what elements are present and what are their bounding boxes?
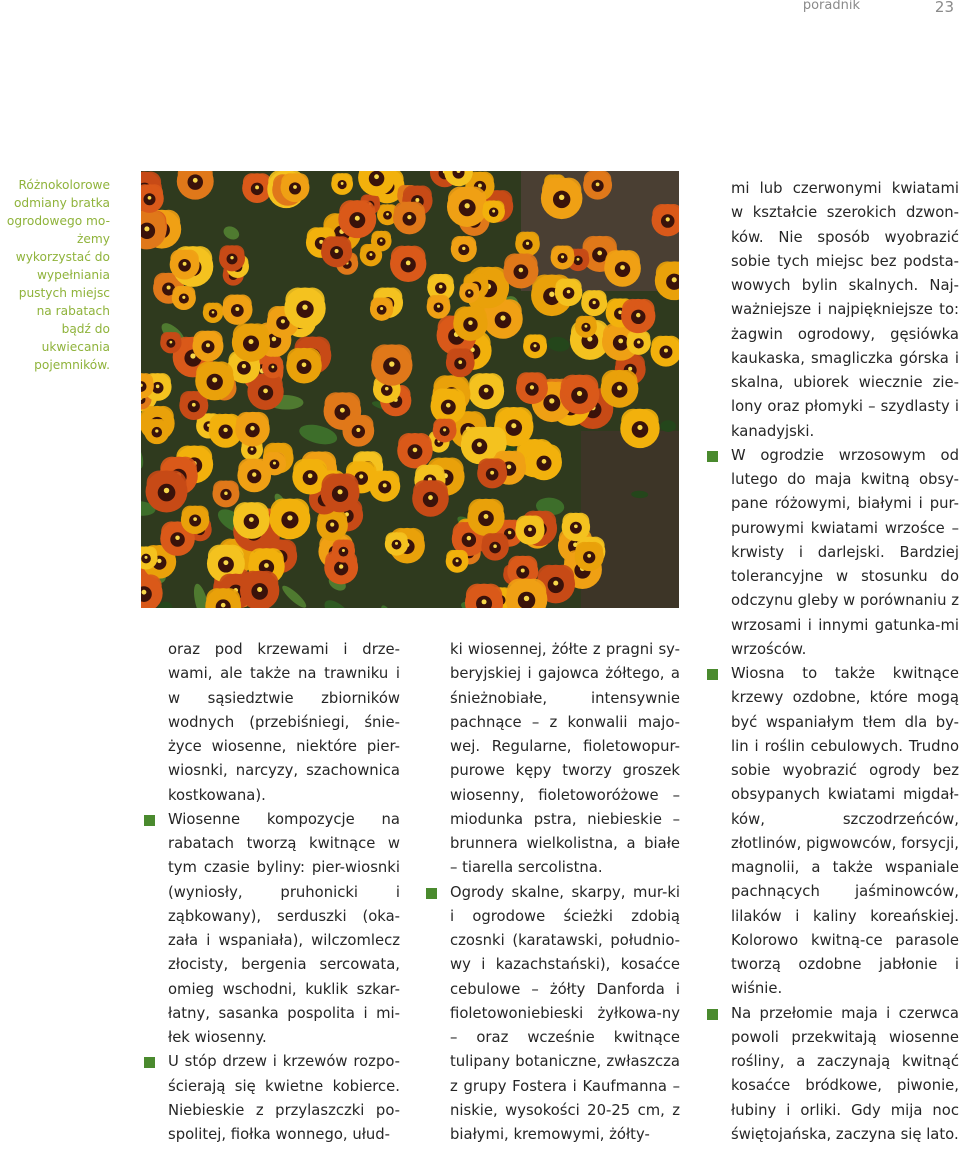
bullet-paragraph: Wiosna to także kwitnące krzewy ozdobne, które mogą być wspaniałym tłem dla by-lin i roślin cebulowych. Trudno sobie wyobrazić ogrody bez obsypanych kwiatami migdał-ków, szczodrzeńców, złotlinów, pigwowców, forsycji, magnolii, a także wspaniale pachnących jaśminowców, lilaków i kaliny koreańskiej. Kolorowo kwitną-ce parasole tworzą ozdobne jabłonie i wiśnie. xyxy=(731,662,959,1002)
text-column-1 xyxy=(168,638,400,1147)
bullet-paragraph: W ogrodzie wrzosowym od lutego do maja kwitną obsy-pane różowymi, białymi i pur-purowymi kwiatami wrzośce – krwisty i darlejski. Bardziej tolerancyjne w stosunku do odczynu gleby w porównaniu z wrzosami i innymi gatunka-mi wrzośców. xyxy=(731,444,959,662)
text-column-2 xyxy=(450,638,680,1147)
bullet-paragraph: Ogrody skalne, skarpy, mur-ki i ogrodowe ścieżki zdobią czosnki (karatawski, południo-wy i kazachstański), kosaćce cebulowe – żółty Danforda i fioletowoniebieski żyłkowa-ny – oraz wcześnie kwitnące tulipany botaniczne, zwłaszcza z grupy Fostera i Kaufmanna – niskie, wysokości 20-25 cm, z białymi, kremowymi, żółty- xyxy=(450,881,680,1148)
pansies-illustration xyxy=(141,171,679,608)
bullet-paragraph: Na przełomie maja i czerwca powoli przekwitają wiosenne rośliny, a zaczynają kwitnąć kosaćce bródkowe, piwonie, łubiny i orliki. Gdy mija noc świętojańska, zaczyna się lato. xyxy=(731,1002,959,1148)
paragraph: mi lub czerwonymi kwiatami w kształcie szerokich dzwon-ków. Nie sposób wyobrazić sobie tych miejsc bez podsta-wowych bylin skalnych. Naj-ważniejsze i najpiękniejsze to: żagwin ogrodowy, gęsiówka kaukaska, smagliczka górska i skalna, ubiorek wiecznie zie-lony oraz płomyki – szydlasty i kanadyjski. xyxy=(731,180,959,440)
text-column-3 xyxy=(731,177,959,1147)
bullet-paragraph: U stóp drzew i krzewów rozpo-ścierają się kwietne kobierce. Niebieskie z przylaszczki po-spolitej, fiołka wonnego, ułud- xyxy=(168,1050,400,1147)
photo-caption: Różnokolorowe odmiany bratka ogrodowego mo-żemy wykorzystać do wypełniania pustych miejsc na rabatach bądź do ukwiecania pojemników. xyxy=(6,178,110,372)
paragraph: oraz pod krzewami i drze-wami, ale także na trawniku i w sąsiedztwie zbiorników wodnych (przebiśniegi, śnie-życe wiosenne, niektóre pier-wiosnki, narcyzy, szachownica kostkowana). xyxy=(168,641,400,804)
bullet-paragraph: Wiosenne kompozycje na rabatach tworzą kwitnące w tym czasie byliny: pier-wiosnki (wyniosły, pruhonicki i ząbkowany), serduszki (oka-zała i wspaniała), wilczomlecz złocisty, bergenia sercowata, omieg wschodni, kuklik szkar-łatny, sasanka pospolita i mi-łek wiosenny. xyxy=(168,808,400,1051)
page-header xyxy=(660,0,960,18)
page-number: 23 xyxy=(934,0,954,16)
section-label: poradnik xyxy=(802,0,860,13)
pansies-photo xyxy=(141,171,679,608)
paragraph: ki wiosennej, żółte z pragni sy-beryjskiej i gajowca żółtego, a śnieżnobiałe, intensywnie pachnące – z konwalii majo-wej. Regularne, fioletowopur-purowe kępy tworzy groszek wiosenny, fioletoworóżowe – miodunka pstra, niebieskie – brunnera wielkolistna, a białe – tiarella sercolistna. xyxy=(450,641,680,877)
